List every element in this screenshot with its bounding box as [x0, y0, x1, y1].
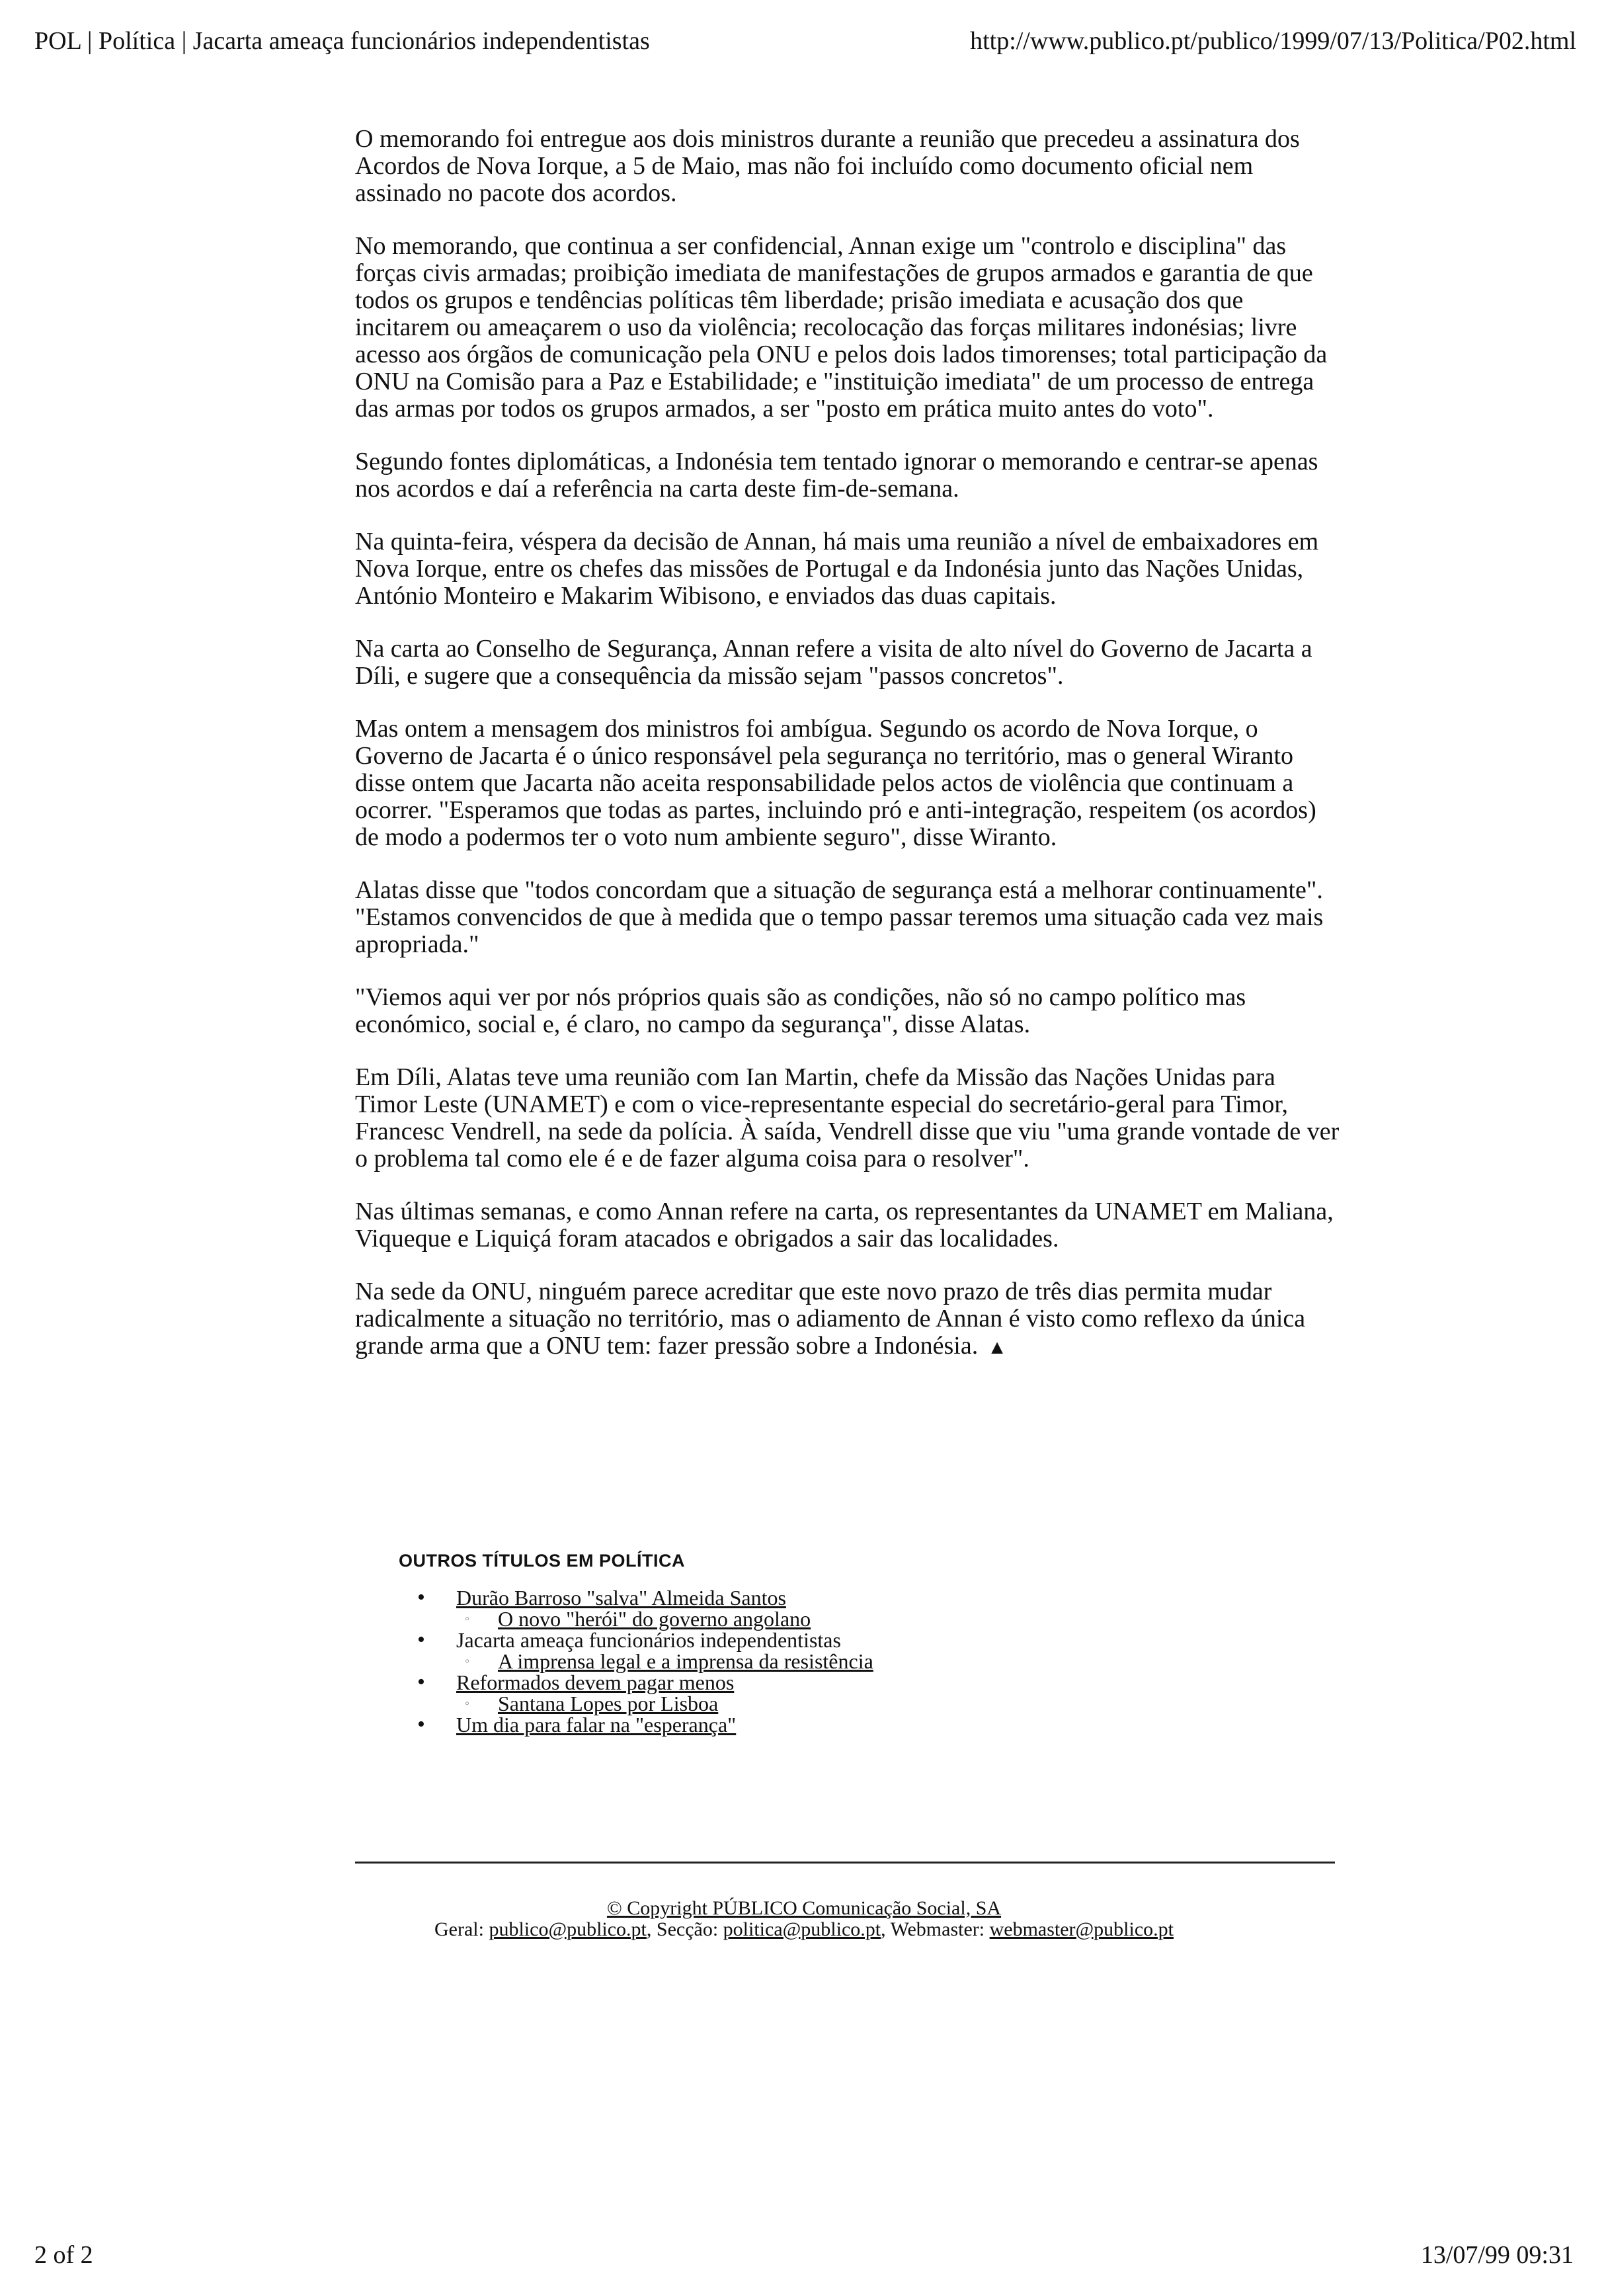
geral-label: Geral:: [434, 1918, 484, 1940]
related-link[interactable]: Santana Lopes por Lisboa: [498, 1692, 719, 1715]
article-paragraph: "Viemos aqui ver por nós próprios quais são as condições, não só no campo político mas económico, social e, é claro, no campo da segurança", disse Alatas.: [355, 983, 1246, 1038]
related-item: [399, 1672, 1390, 1693]
related-headlines-title: OUTROS TÍTULOS EM POLÍTICA: [399, 1551, 685, 1571]
related-item: [399, 1587, 1390, 1608]
related-subitem: [399, 1693, 1390, 1714]
article-paragraph: Nas últimas semanas, e como Annan refere na carta, os representantes da UNAMET em Maliana, Viqueque e Liquiçá foram atacados e obrigados a sair das localidades.: [355, 1198, 1334, 1252]
webmaster-label: Webmaster:: [890, 1918, 985, 1940]
article-paragraph: Mas ontem a mensagem dos ministros foi ambígua. Segundo os acordo de Nova Iorque, o Governo de Jacarta é o único responsável pela segurança no território, mas o general Wiranto disse ontem que Jacarta não aceita responsabilidade pelos actos de violência que continuam a ocorrer. "Esperamos que todas as partes, incluindo pró e anti-integração, respeitem (os acordos) de modo a podermos ter o voto num ambiente seguro", disse Wiranto.: [355, 715, 1316, 851]
copyright-link[interactable]: © Copyright PÚBLICO Comunicação Social, SA: [606, 1897, 1002, 1919]
article-paragraph: No memorando, que continua a ser confidencial, Annan exige um "controlo e disciplina" das forças civis armadas; proibição imediata de manifestações de grupos armados e garantia de que todos os grupos e tendências políticas têm liberdade; prisão imediata e acusação dos que incitarem ou ameaçarem o uso da violência; recolocação das forças militares indonésias; livre acesso aos órgãos de comunicação pela ONU e pelos dois lados timorenses; total participação da ONU na Comisão para a Paz e Estabilidade; e "instituição imediata" de um processo de entrega das armas por todos os grupos armados, a ser "posto em prática muito antes do voto".: [355, 232, 1328, 423]
related-link[interactable]: O novo "herói" do governo angolano: [498, 1607, 811, 1631]
related-current-label: Jacarta ameaça funcionários independentistas: [456, 1628, 841, 1652]
related-subitem: [399, 1651, 1390, 1672]
article-paragraph: Na carta ao Conselho de Segurança, Annan refere a visita de alto nível do Governo de Jacarta a Díli, e sugere que a consequência da missão sejam "passos concretos".: [355, 635, 1312, 690]
copyright-block: [0, 1898, 1608, 1940]
article-paragraph: Na quinta-feira, véspera da decisão de Annan, há mais uma reunião a nível de embaixadores em Nova Iorque, entre os chefes das missões de Portugal e da Indonésia junto das Nações Unidas, António Monteiro e Makarim Wibisono, e enviados das duas capitais.: [355, 528, 1319, 610]
article-paragraph: Alatas disse que "todos concordam que a situação de segurança está a melhorar continuamente". "Estamos convencidos de que à medida que o tempo passar teremos uma situação cada vez mais apropriada.": [355, 876, 1324, 958]
article-body: [355, 126, 1340, 1387]
print-page-title: POL | Política | Jacarta ameaça funcionários independentistas: [34, 27, 650, 55]
related-link[interactable]: A imprensa legal e a imprensa da resistência: [498, 1649, 873, 1673]
related-headlines: [399, 1551, 1390, 1735]
seccao-email-link[interactable]: politica@publico.pt: [723, 1918, 881, 1940]
related-item-current: [399, 1629, 1390, 1651]
webmaster-email-link[interactable]: webmaster@publico.pt: [989, 1918, 1174, 1940]
footer-divider: [355, 1862, 1335, 1864]
related-item: [399, 1714, 1390, 1735]
related-headlines-list: [399, 1587, 1390, 1735]
related-link[interactable]: Um dia para falar na "esperança": [456, 1713, 737, 1737]
article-paragraph-text: Na sede da ONU, ninguém parece acreditar que este novo prazo de três dias permita mudar radicalmente a situação no território, mas o adiamento de Annan é visto como reflexo da única grande arma que a ONU tem: fazer pressão sobre a Indonésia.: [355, 1278, 1306, 1360]
related-link[interactable]: Durão Barroso "salva" Almeida Santos: [456, 1586, 786, 1610]
geral-email-link[interactable]: publico@publico.pt: [489, 1918, 647, 1940]
print-datetime: 13/07/99 09:31: [1420, 2241, 1574, 2269]
article-paragraph-last: [355, 1278, 1340, 1361]
article-paragraph: Em Díli, Alatas teve uma reunião com Ian Martin, chefe da Missão das Nações Unidas para Timor Leste (UNAMET) e com o vice-representante especial do secretário-geral para Timor, Francesc Vendrell, na sede da polícia. À saída, Vendrell disse que viu "uma grande vontade de ver o problema tal como ele é e de fazer alguma coisa para o resolver".: [355, 1063, 1340, 1172]
article-paragraph: Segundo fontes diplomáticas, a Indonésia tem tentado ignorar o memorando e centrar-se apenas nos acordos e daí a referência na carta deste fim-de-semana.: [355, 448, 1318, 503]
print-page-url: http://www.publico.pt/publico/1999/07/13/Politica/P02.html: [970, 27, 1576, 55]
print-page-number: 2 of 2: [34, 2241, 93, 2269]
related-link[interactable]: Reformados devem pagar menos: [456, 1670, 735, 1694]
end-of-article-icon: ▲: [987, 1336, 1007, 1358]
article-paragraph: O memorando foi entregue aos dois ministros durante a reunião que precedeu a assinatura dos Acordos de Nova Iorque, a 5 de Maio, mas não foi incluído como documento oficial nem assinado no pacote dos acordos.: [355, 125, 1300, 207]
seccao-label: Secção:: [656, 1918, 719, 1940]
contact-line: Geral: publico@publico.pt, Secção: politica@publico.pt, Webmaster: webmaster@publico.pt: [434, 1918, 1174, 1940]
related-subitem: [399, 1608, 1390, 1629]
